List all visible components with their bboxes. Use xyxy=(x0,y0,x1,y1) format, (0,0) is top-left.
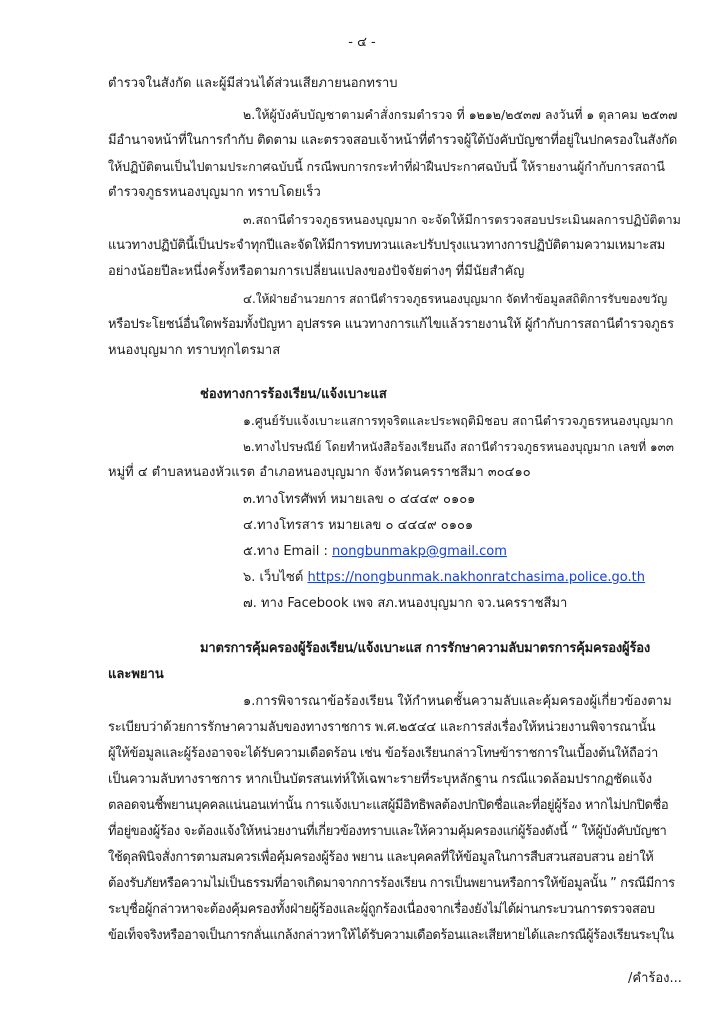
protection-line7: ใช้ดุลพินิจสั่งการตามสมควรเพื่อคุ้มครองผู้ร้อง พยาน และบุคคลที่ให้ข้อมูลในการสืบสวนสอบสวน อย่าให้ xyxy=(108,850,654,865)
channel-5-label: ๕.ทาง Email : xyxy=(243,544,333,559)
channel-2-line1: ๒.ทางไปรษณีย์ โดยทำหนังสือร้องเรียนถึง สถานีตำรวจภูธรหนองบุญมาก เลขที่ ๑๓๓ xyxy=(243,440,674,454)
protection-line6: ที่อยู่ของผู้ร้อง จะต้องแจ้งให้หน่วยงานที่เกี่ยวข้องทราบและให้ความคุ้มครองแก่ผู้ร้องดังนี้ “ ให้ผู้บังคับบัญชา xyxy=(108,824,667,839)
item4-line3: หนองบุญมาก ทราบทุกไตรมาส xyxy=(108,343,281,358)
channels-heading: ช่องทางการร้องเรียน/แจ้งเบาะแส xyxy=(200,387,387,402)
protection-line8: ต้องรับภัยหรือความไม่เป็นธรรมที่อาจเกิดมาจากการร้องเรียน การเป็นพยานหรือการให้ข้อมูลนั้น ” กรณีมีการ xyxy=(108,876,675,891)
item3-line2: แนวทางปฏิบัตินี้เป็นประจำทุกปีและจัดให้มีการทบทวนและปรับปรุงแนวทางการปฏิบัติตามความเหมาะสม xyxy=(108,238,666,253)
item3-line1: ๓.สถานีตำรวจภูธรหนองบุญมาก จะจัดให้มีการตรวจสอบประเมินผลการปฏิบัติตาม xyxy=(243,212,681,227)
item3-line3: อย่างน้อยปีละหนึ่งครั้งหรือตามการเปลี่ยนแปลงของปัจจัยต่างๆ ที่มีนัยสำคัญ xyxy=(108,264,525,279)
channel-7-facebook: ๗. ทาง Facebook เพจ สภ.หนองบุญมาก จว.นครราชสีมา xyxy=(243,596,568,611)
item2-line3: ให้ปฏิบัติตนเป็นไปตามประกาศฉบับนี้ กรณีพบการกระทำที่ฝ่าฝืนประกาศฉบับนี้ ให้รายงานผู้กำกับการสถานี xyxy=(108,159,665,174)
channel-2-line2: หมู่ที่ ๔ ตำบลหนองหัวแรต อำเภอหนองบุญมาก จังหวัดนครราชสีมา ๓๐๔๑๐ xyxy=(108,465,531,480)
protection-line5: ตลอดจนชี้พยานบุคคลแน่นอนเท่านั้น การแจ้งเบาะแสผู้มีอิทธิพลต้องปกปิดชื่อและที่อยู่ผู้ร้อง หากไม่ปกปิดชื่อ xyxy=(108,798,669,813)
email-link[interactable]: nongbunmakp@gmail.com xyxy=(332,544,507,559)
protection-line3: ผู้ให้ข้อมูลและผู้ร้องอาจจะได้รับความเดือดร้อน เช่น ข้อร้องเรียนกล่าวโทษข้าราชการในเบื้องต้นให้ถือว่า xyxy=(108,746,658,761)
protection-line10: ข้อเท็จจริงหรืออาจเป็นการกลั่นแกล้งกล่าวหาให้ได้รับความเดือดร้อนและเสียหายได้และกรณีผู้ร้องเรียนระบุใน xyxy=(108,928,674,943)
protection-heading-line2: และพยาน xyxy=(108,667,164,682)
protection-heading-line1: มาตรการคุ้มครองผู้ร้องเรียน/แจ้งเบาะแส การรักษาความลับมาตรการคุ้มครองผู้ร้อง xyxy=(200,641,651,656)
protection-line4: เป็นความลับทางราชการ หากเป็นบัตรสนเท่ห์ให้เฉพาะรายที่ระบุหลักฐาน กรณีแวดล้อมปรากฏชัดแจ้ง xyxy=(108,772,652,787)
item2-line2: มีอำนาจหน้าที่ในการกำกับ ติดตาม และตรวจสอบเจ้าหน้าที่ตำรวจผู้ใต้บังคับบัญชาที่อยู่ในปกครองในสังกัด xyxy=(108,133,678,148)
channel-6-label: ๖. เว็บไซต์ xyxy=(243,570,308,585)
item4-line1: ๔.ให้ฝ่ายอำนวยการ สถานีตำรวจภูธรหนองบุญมาก จัดทำข้อมูลสถิติการรับของขวัญ xyxy=(243,292,668,306)
item4-line2: หรือประโยชน์อื่นใดพร้อมทั้งปัญหา อุปสรรค แนวทางการแก้ไขแล้วรายงานให้ ผู้กำกับการสถานีตำรวจภูธร xyxy=(108,317,674,332)
protection-line9: ระบุชื่อผู้กล่าวหาจะต้องคุ้มครองทั้งฝ่ายผู้ร้องและผู้ถูกร้องเนื่องจากเรื่องยังไม่ได้ผ่านกระบวนการตรวจสอบ xyxy=(108,902,655,917)
protection-line2: ระเบียบว่าด้วยการรักษาความลับของทางราชการ พ.ศ.๒๕๔๔ และการส่งเรื่องให้หน่วยงานพิจารณานั้น xyxy=(108,720,656,735)
channel-6-website xyxy=(243,569,645,587)
item2-line4: ตำรวจภูธรหนองบุญมาก ทราบโดยเร็ว xyxy=(108,185,321,200)
channel-1: ๑.ศูนย์รับแจ้งเบาะแสการทุจริตและประพฤติมิชอบ สถานีตำรวจภูธรหนองบุญมาก xyxy=(243,413,674,428)
channel-3-phone: ๓.ทางโทรศัพท์ หมายเลข ๐ ๔๔๔๙ ๐๑๐๑ xyxy=(243,492,476,507)
intro-line: ตำรวจในสังกัด และผู้มีส่วนได้ส่วนเสียภายนอกทราบ xyxy=(108,76,398,91)
channel-4-fax: ๔.ทางโทรสาร หมายเลข ๐ ๔๔๔๙ ๐๑๐๑ xyxy=(243,518,474,533)
protection-line1: ๑.การพิจารณาข้อร้องเรียน ให้กำหนดชั้นความลับและคุ้มครองผู้เกี่ยวข้องตาม xyxy=(243,694,672,709)
continuation-marker: /คำร้อง... xyxy=(628,971,682,986)
page-number: - ๔ - xyxy=(348,35,376,50)
item2-line1: ๒.ให้ผู้บังคับบัญชาตามคำสั่งกรมตำรวจ ที่ ๑๒๑๒/๒๕๓๗ ลงวันที่ ๑ ตุลาคม ๒๕๓๗ xyxy=(243,107,678,122)
website-link[interactable]: https://nongbunmak.nakhonratchasima.police.go.th xyxy=(307,570,645,585)
channel-5-email xyxy=(243,543,507,561)
